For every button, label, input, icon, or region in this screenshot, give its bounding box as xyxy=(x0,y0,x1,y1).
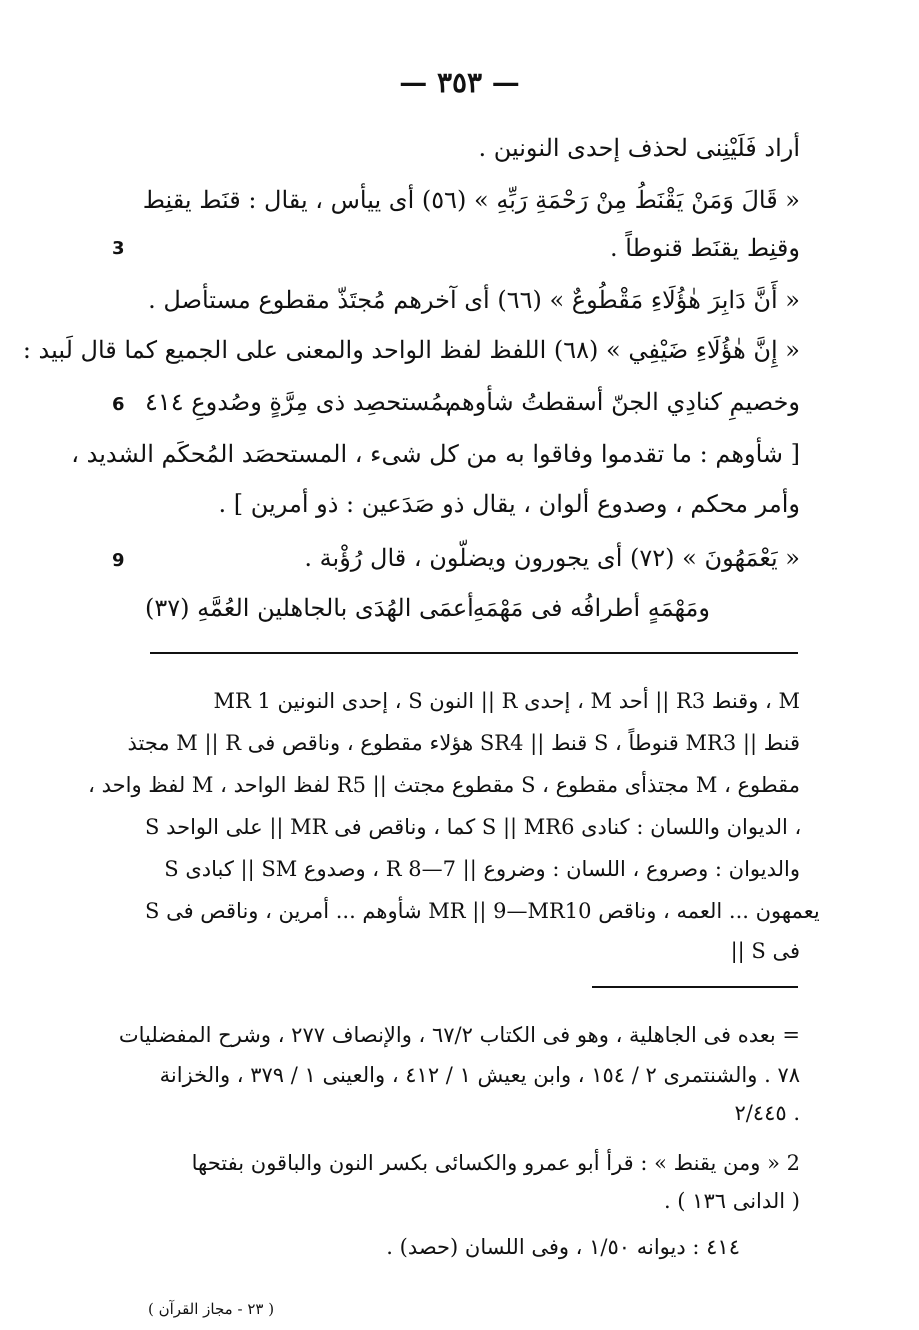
main-line-4: « أَنَّ دَابِرَ هٰؤُلَاءِ مَقْطُوعٌ » (٦٦) أى آخرهم مُجتَذّ مقطوع مستأصل . xyxy=(148,286,800,314)
apparatus-line-1: MR 1 إحدى النونين ، S النون || R إحدى ، M أحد || R3 وقنط ، M xyxy=(213,689,800,713)
note-line-3: ٢/٤٤٥ . xyxy=(734,1101,800,1125)
verse-1-hemistich-2: بمُستحصِد ذى مِرَّةٍ وصُدوعِ ٤١٤ xyxy=(145,388,451,416)
main-line-5: « إِنَّ هٰؤُلَاءِ ضَيْفِي » (٦٨) اللفظ لفظ الواحد والمعنى على الجميع كما قال لَبيد : xyxy=(22,336,800,364)
apparatus-line-7: فى S || xyxy=(730,939,800,963)
line-number-3: 3 xyxy=(112,238,125,259)
apparatus-line-5: S كبادى || SM وصدوع ، R والديوان : وصروع ، اللسان : وضروع || 7—8 xyxy=(164,857,800,881)
main-line-8: « يَعْمَهُونَ » (٧٢) أى يجورون ويضلّون ، قال رُؤْبة . xyxy=(304,544,800,572)
main-line-1: أراد فَلَيْنِنى لحذف إحدى النونين . xyxy=(478,134,800,162)
page-number: — ٣٥٣ — xyxy=(399,66,520,99)
apparatus-line-3: مقطوع ، M مجتذأى مقطوع ، S مقطوع مجتث || R5 لفظ الواحد ، M لفظ واحد ، xyxy=(88,773,800,797)
note-line-5: ( الدانى ١٣٦ ) . xyxy=(663,1189,800,1213)
signature-mark: ( ٢٣ - مجاز القرآن ) xyxy=(148,1300,275,1318)
apparatus-line-4: S على الواحد || MR كما ، وناقص فى S || MR6 الديوان واللسان : كنادى ، xyxy=(145,815,802,839)
apparatus-line-6: S شأوهم ... أمرين ، وناقص فى MR || 9—MR10 يعمهون ... العمه ، وناقص xyxy=(145,899,820,923)
note-line-4: 2 « ومن يقنط » : قرأ أبو عمرو والكسائى بكسر النون والباقون بفتحها xyxy=(191,1151,800,1175)
verse-2-hemistich-2: أعمَى الهُدَى بالجاهلين العُمَّهِ (٣٧) xyxy=(145,594,474,622)
verse-1-hemistich-1: وخصيمِ كنادِي الجنّ أسقطتُ شأوهم xyxy=(446,388,800,416)
notes-divider xyxy=(592,986,798,988)
note-line-1: = بعده فى الجاهلية ، وهو فى الكتاب ٦٧/٢ ، والإنصاف ٢٧٧ ، وشرح المفضليات xyxy=(118,1023,800,1047)
main-line-6: [ شأوهم : ما تقدموا وفاقوا به من كل شىء ، المستحصَد المُحكَم الشديد ، xyxy=(71,440,800,468)
verse-2-hemistich-1: ومَهْمَهٍ أطرافُه فى مَهْمَهِ xyxy=(472,594,710,622)
line-number-6: 6 xyxy=(112,394,125,415)
main-line-3: وقنِط يقنَط قنوطاً . xyxy=(610,234,800,262)
verse-line-1 xyxy=(145,382,800,422)
main-divider xyxy=(150,652,798,654)
main-line-7: وأمر محكم ، وصدوع ألوان ، يقال ذو صَدَعين : ذو أمرين ] . xyxy=(218,490,800,518)
apparatus-line-2: قنط || MR3 قنوطاً ، S قنط || SR4 هؤلاء مقطوع ، وناقص فى M || R مجتذ xyxy=(127,731,800,755)
verse-line-2 xyxy=(145,588,800,628)
main-line-2: « قَالَ وَمَنْ يَقْنَطُ مِنْ رَحْمَةِ رَبِّهِ » (٥٦) أى ييأس ، يقال : قنَط يقنِط xyxy=(142,186,800,214)
note-line-6: ٤١٤ : ديوانه ١/٥٠ ، وفى اللسان (حصد) . xyxy=(386,1235,740,1259)
line-number-9: 9 xyxy=(112,550,125,571)
note-line-2: ٧٨ . والشنتمرى ٢ / ١٥٤ ، وابن يعيش ١ / ٤١٢ ، والعينى ١ / ٣٧٩ ، والخزانة xyxy=(159,1063,800,1087)
